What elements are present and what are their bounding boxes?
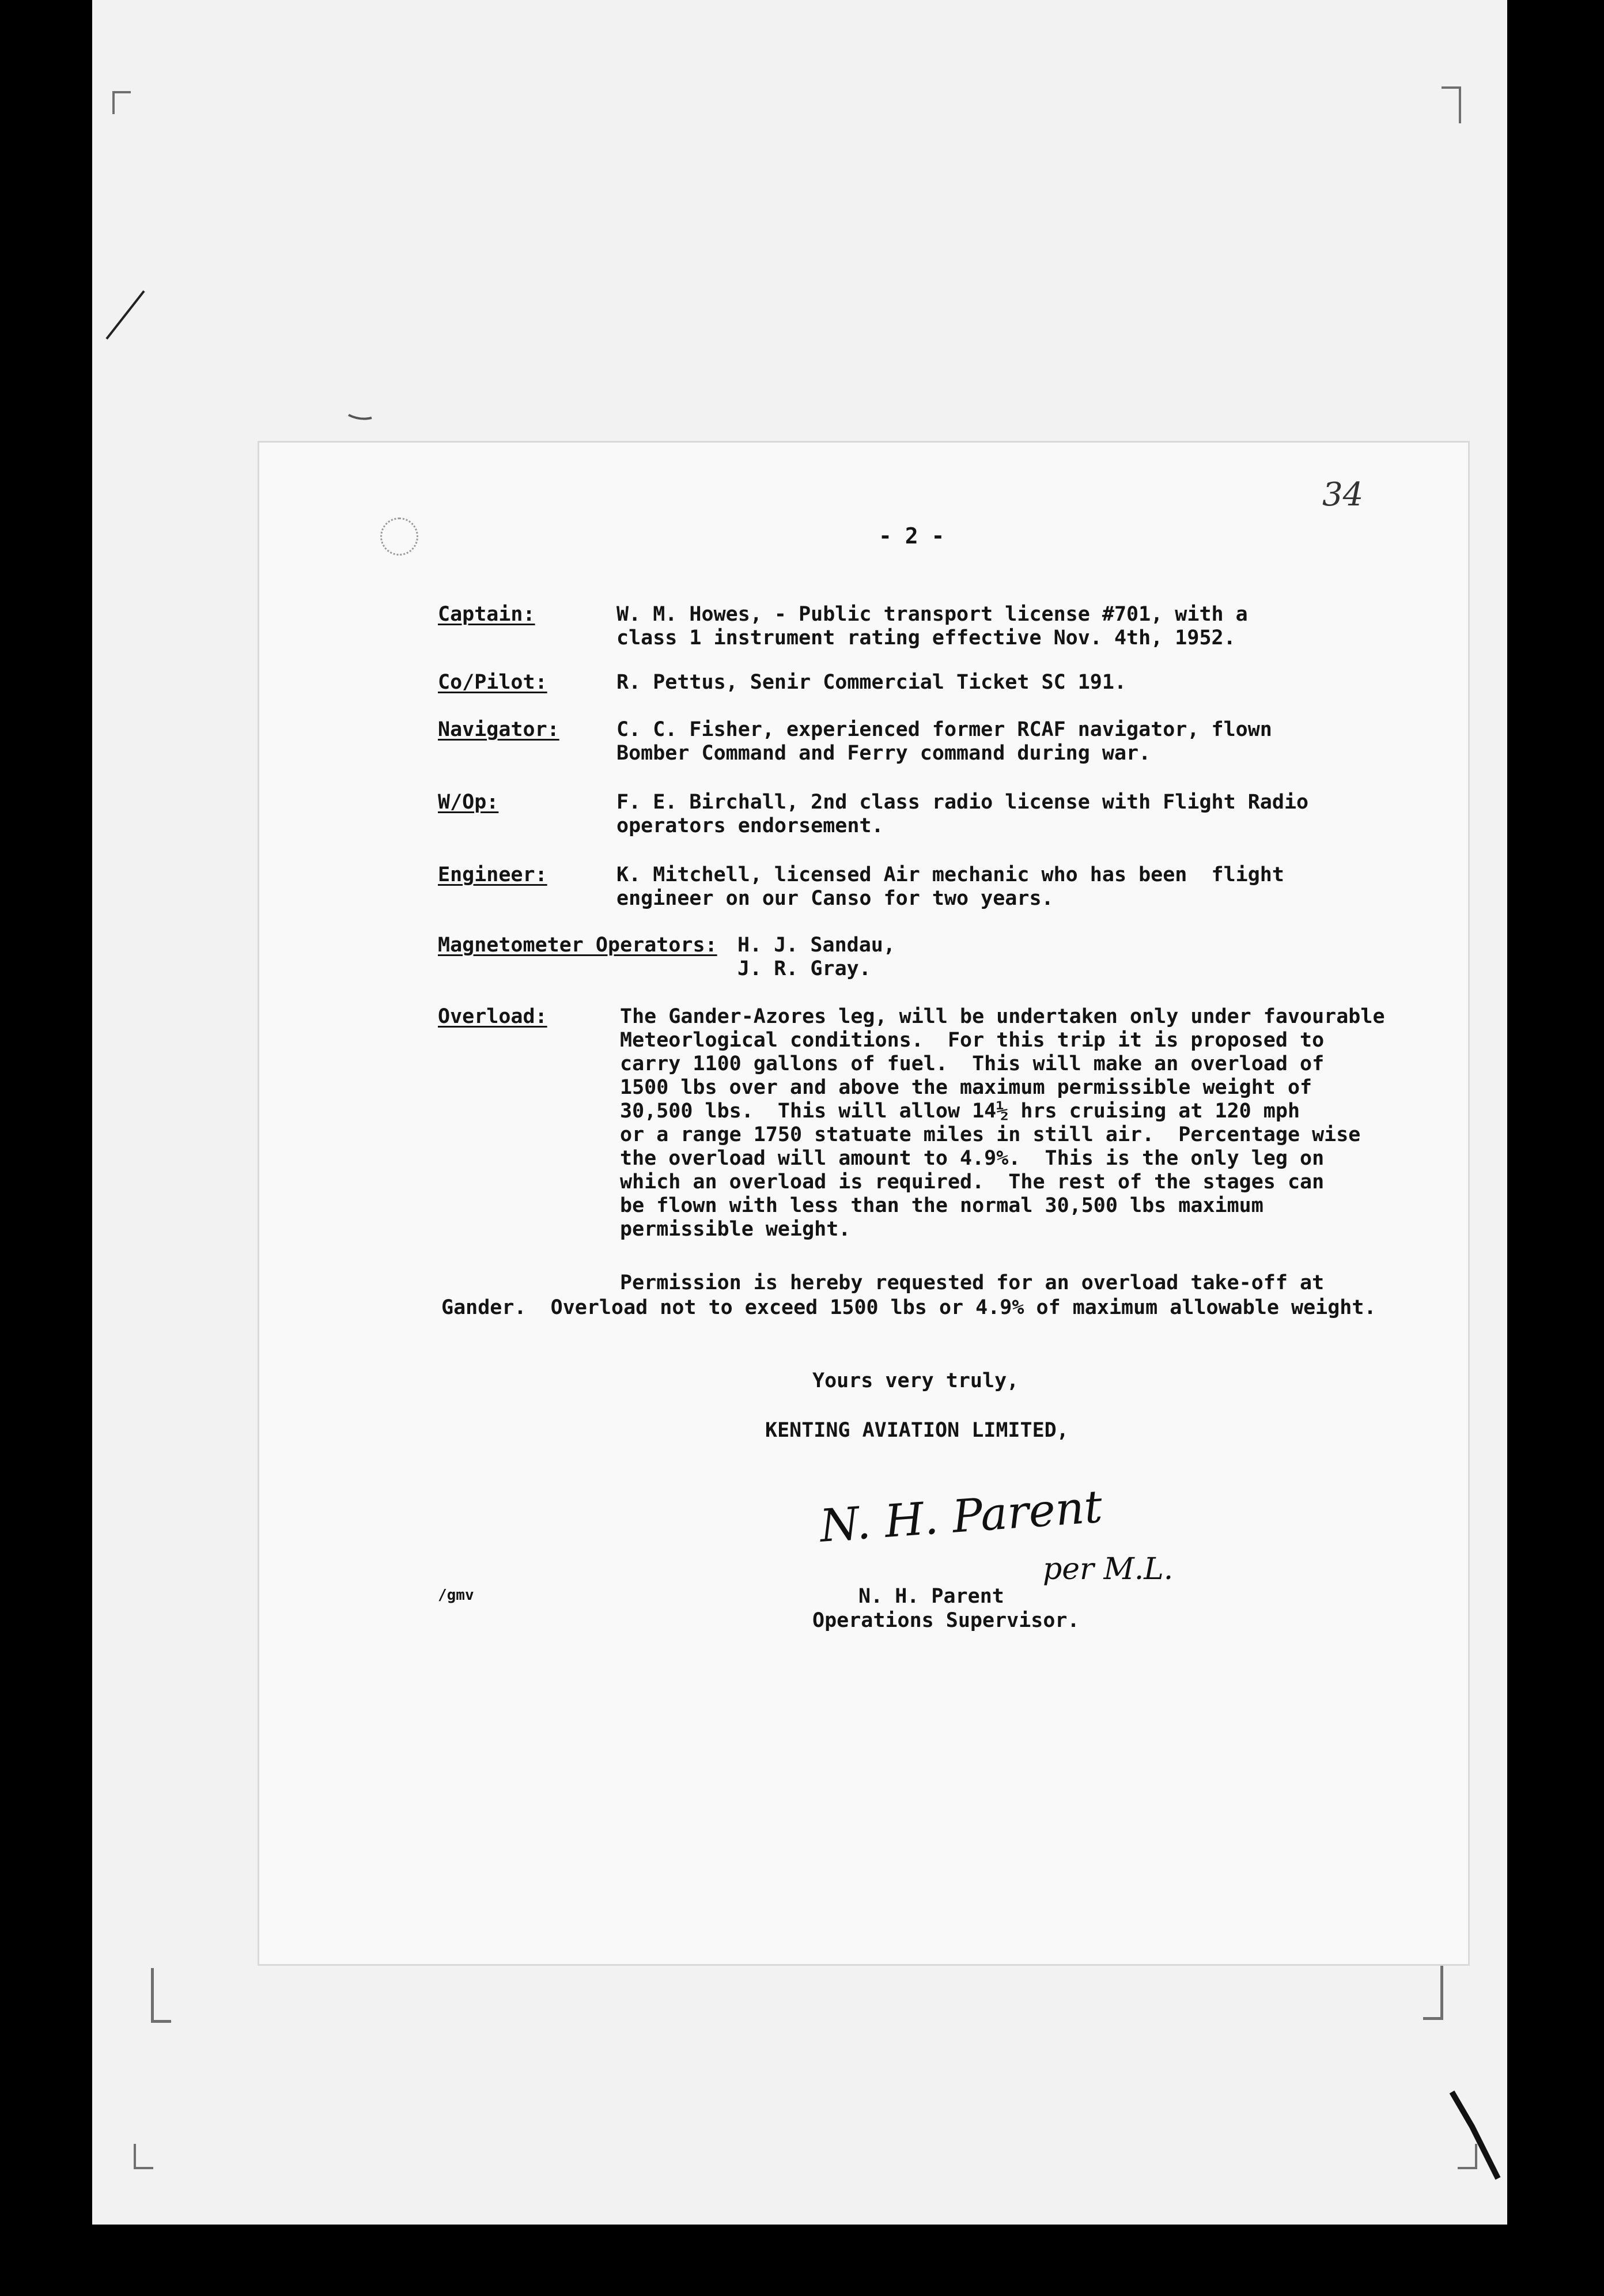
- magnetometer-line-2: J. R. Gray.: [737, 957, 871, 980]
- overload-line-4: 1500 lbs over and above the maximum permissible weight of: [620, 1076, 1312, 1099]
- navigator-line-2: Bomber Command and Ferry command during war.: [616, 742, 1151, 765]
- signature-note: per M.L.: [1043, 1552, 1174, 1587]
- engineer-line-1: K. Mitchell, licensed Air mechanic who has been flight: [616, 863, 1284, 886]
- letter-page: [259, 443, 1468, 1964]
- overload-line-3: carry 1100 gallons of fuel. This will make an overload of: [620, 1052, 1325, 1075]
- navigator-line-1: C. C. Fisher, experienced former RCAF navigator, flown: [616, 718, 1272, 741]
- signer-name: N. H. Parent: [858, 1585, 1004, 1608]
- engineer-line-2: engineer on our Canso for two years.: [616, 887, 1054, 910]
- overload-line-9: be flown with less than the normal 30,500 lbs maximum: [620, 1194, 1263, 1217]
- request-line-2: Gander. Overload not to exceed 1500 lbs or 4.9% of maximum allowable weight.: [441, 1296, 1376, 1319]
- captain-line-1: W. M. Howes, - Public transport license #701, with a: [616, 603, 1248, 626]
- overload-line-1: The Gander-Azores leg, will be undertaken only under favourable: [620, 1005, 1385, 1028]
- signature: N. H. Parent: [818, 1481, 1104, 1553]
- label-co-pilot: Co/Pilot:: [438, 671, 547, 694]
- label-w-op: W/Op:: [438, 791, 499, 814]
- overload-line-6: or a range 1750 statuate miles in still air. Percentage wise: [620, 1123, 1361, 1146]
- label-navigator: Navigator:: [438, 718, 559, 741]
- overload-line-7: the overload will amount to 4.9%. This is the only leg on: [620, 1147, 1325, 1170]
- overload-line-5: 30,500 lbs. This will allow 14½ hrs cruising at 120 mph: [620, 1100, 1300, 1123]
- page-corner-stamp: [380, 518, 418, 556]
- overload-line-2: Meteorlogical conditions. For this trip it is proposed to: [620, 1029, 1325, 1052]
- label-overload: Overload:: [438, 1005, 547, 1028]
- magnetometer-line-1: H. J. Sandau,: [737, 934, 895, 957]
- signer-title: Operations Supervisor.: [812, 1609, 1080, 1632]
- label-captain: Captain:: [438, 603, 535, 626]
- margin-note: 34: [1322, 476, 1364, 513]
- company-name: KENTING AVIATION LIMITED,: [765, 1419, 1069, 1442]
- closing: Yours very truly,: [812, 1369, 1019, 1392]
- w-op-line-1: F. E. Birchall, 2nd class radio license with Flight Radio: [616, 791, 1309, 814]
- request-line-1: Permission is hereby requested for an overload take-off at: [620, 1271, 1325, 1294]
- typist-initials: /gmv: [438, 1587, 474, 1604]
- label-engineer: Engineer:: [438, 863, 547, 886]
- co-pilot-line-1: R. Pettus, Senir Commercial Ticket SC 191.: [616, 671, 1127, 694]
- overload-line-10: permissible weight.: [620, 1218, 851, 1241]
- captain-line-2: class 1 instrument rating effective Nov. 4th, 1952.: [616, 626, 1236, 649]
- label-magnetometer-operators: Magnetometer Operators:: [438, 934, 717, 957]
- page-number: - 2 -: [879, 523, 945, 549]
- w-op-line-2: operators endorsement.: [616, 814, 884, 837]
- overload-line-8: which an overload is required. The rest of the stages can: [620, 1170, 1325, 1194]
